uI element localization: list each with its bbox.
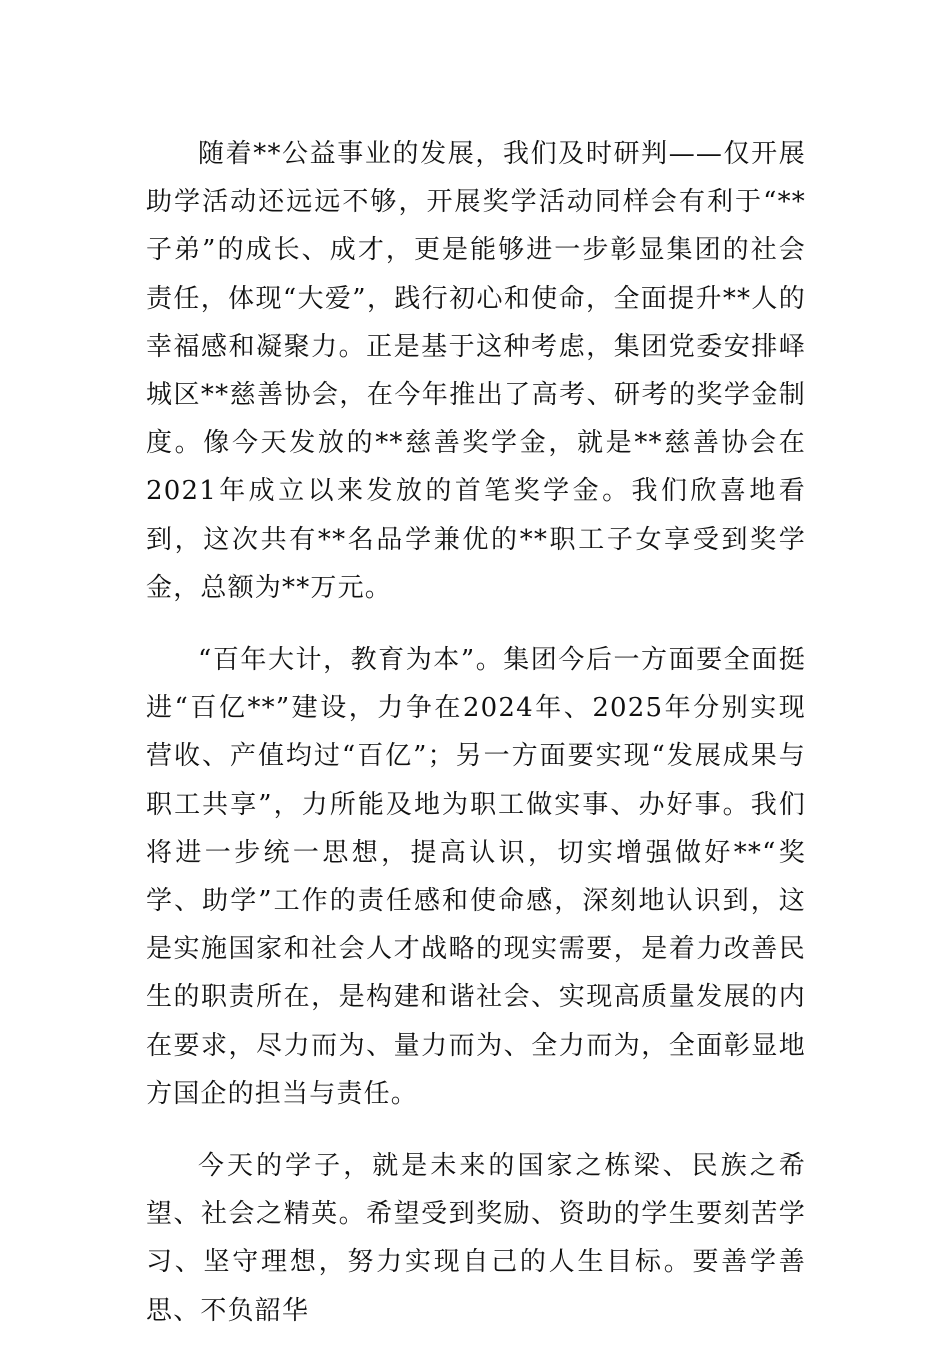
paragraph-2: “百年大计，教育为本”。集团今后一方面要全面挺进“百亿**”建设，力争在2024年、2025年分别实现营收、产值均过“百亿”；另一方面要实现“发展成果与职工共享”，力所能及地为职工做实事、办好事。我们将进一步统一思想，提高认识，切实增强做好**“奖学、助学”工作的责任感和使命感，深刻地认识到，这是实施国家和社会人才战略的现实需要，是着力改善民生的职责所在，是构建和谐社会、实现高质量发展的内在要求，尽力而为、量力而为、全力而为，全面彰显地方国企的担当与责任。 bbox=[146, 645, 806, 1109]
paragraph-3: 今天的学子，就是未来的国家之栋梁、民族之希望、社会之精英。希望受到奖励、资助的学生要刻苦学习、坚守理想，努力实现自己的人生目标。要善学善思、不负韶华 bbox=[146, 1151, 806, 1326]
paragraph-1: 随着**公益事业的发展，我们及时研判——仅开展助学活动还远远不够，开展奖学活动同样会有利于“**子弟”的成长、成才，更是能够进一步彰显集团的社会责任，体现“大爱”，践行初心和使命，全面提升**人的幸福感和凝聚力。正是基于这种考虑，集团党委安排峄城区**慈善协会，在今年推出了高考、研考的奖学金制度。像今天发放的**慈善奖学金，就是**慈善协会在2021年成立以来发放的首笔奖学金。我们欣喜地看到，这次共有**名品学兼优的**职工子女享受到奖学金，总额为**万元。 bbox=[146, 139, 806, 603]
document-body bbox=[146, 130, 806, 1359]
